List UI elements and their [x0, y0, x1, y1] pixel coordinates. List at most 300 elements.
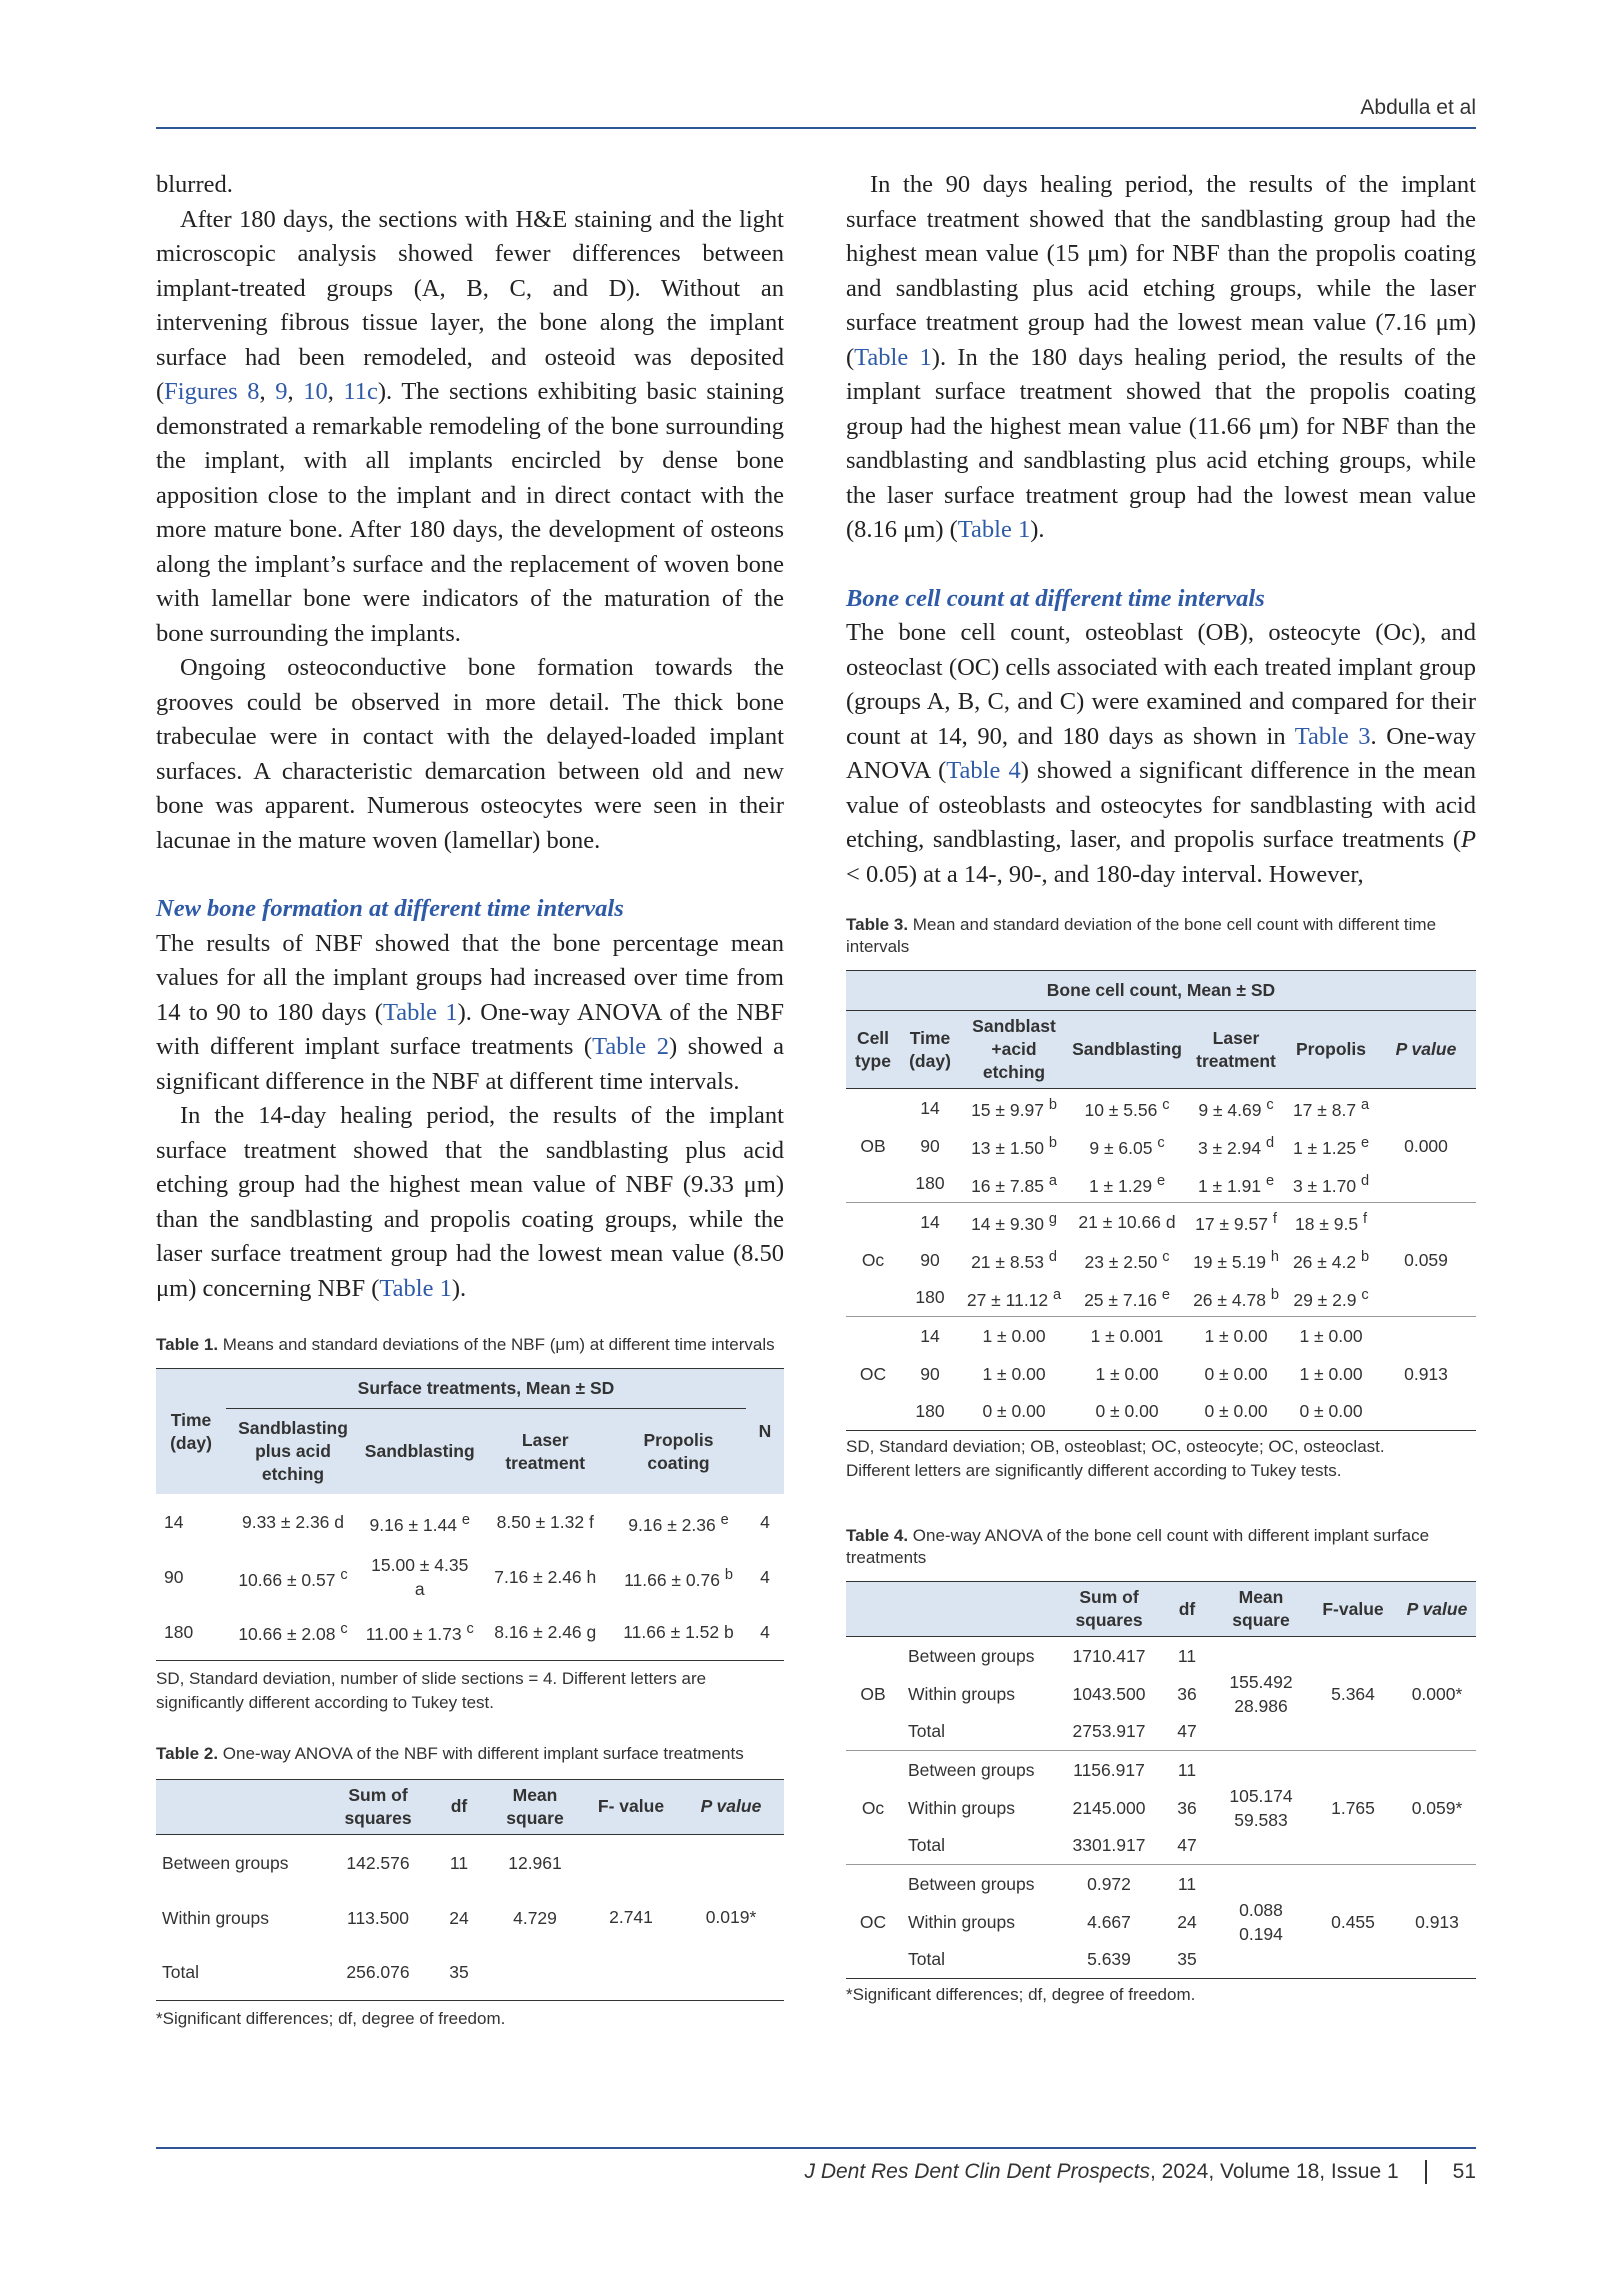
- table-cell: 9.33 ± 2.36 d: [241, 1512, 345, 1532]
- journal-name: J Dent Res Dent Clin Dent Prospects: [804, 2160, 1150, 2183]
- section-heading: Bone cell count at different time intervals: [846, 584, 1265, 612]
- cell-value: 11.66 ± 0.76: [624, 1569, 720, 1590]
- superscript: b: [724, 1566, 733, 1583]
- cell-value: 14 ± 9.30: [971, 1214, 1044, 1235]
- table-cell: 0.913: [1404, 1363, 1448, 1384]
- mean-square-value: 0.088: [1239, 1899, 1283, 1920]
- superscript: e: [1360, 1135, 1370, 1152]
- table-cell: [1186, 1393, 1286, 1431]
- table-cell: 0.000: [1404, 1135, 1448, 1156]
- text: In the 90 days healing period, the results of the implant surface treatment showed that the sandblasting group had the highest mean value (15 μm) for NBF than the propolis coating and sandblasting plus acid etching groups, while the laser surface treatment group had the lowest mean value (7.16 μm) (: [846, 171, 1476, 371]
- cell-value: 18 ± 9.5: [1294, 1214, 1359, 1235]
- table-cell: Between groups: [908, 1759, 1035, 1780]
- superscript: d: [1360, 1172, 1370, 1189]
- table-cell: 180: [164, 1621, 194, 1642]
- table-link[interactable]: Table 3: [1294, 722, 1371, 750]
- table-cell: 15.00 ± 4.35 a: [371, 1555, 469, 1599]
- cell-value: 11.00 ± 1.73: [365, 1624, 462, 1645]
- table-cell: [1186, 1317, 1286, 1355]
- table-cell: 4: [760, 1621, 770, 1642]
- table-cell: 14: [920, 1097, 940, 1118]
- table-cell: Between groups: [908, 1873, 1035, 1894]
- table-cell: [1068, 1355, 1186, 1393]
- superscript: f: [1272, 1211, 1277, 1228]
- table-cell: 14: [920, 1211, 940, 1232]
- table-cell: 35: [1177, 1949, 1197, 1970]
- table-cell: [1286, 1279, 1376, 1317]
- superscript: e: [1161, 1286, 1170, 1303]
- text: The bone cell count, osteoblast (OB), osteocyte (Oc), and osteoclast (OC) cells associated with each treated implant group (groups A, B, C, and C) were examined and compared for their count at 14, 90, and 180 days as shown in: [846, 619, 1476, 750]
- table-cell: 0.059*: [1411, 1797, 1463, 1818]
- table-cell: 47: [1177, 1721, 1197, 1742]
- caption-label: Table 4.: [846, 1526, 909, 1545]
- table-cell: 4.667: [1087, 1911, 1131, 1932]
- cell-value: 25 ± 7.16: [1084, 1289, 1157, 1310]
- table-header: Sum of squares: [324, 1779, 432, 1834]
- cell-value: 27 ± 11.12: [966, 1289, 1049, 1310]
- table-header: Sandblasting: [1068, 1011, 1186, 1089]
- superscript: a: [1360, 1097, 1370, 1114]
- table-row: [846, 1751, 1476, 1789]
- table-cell: Oc: [861, 1249, 885, 1270]
- table-link[interactable]: Table 1: [382, 998, 458, 1026]
- table-cell: 8.50 ± 1.32 f: [496, 1512, 594, 1532]
- cell-value: 0 ± 0.00: [982, 1401, 1046, 1422]
- superscript: a: [1053, 1286, 1062, 1303]
- table-cell: Total: [908, 1721, 945, 1742]
- cell-value: 1 ± 1.29: [1088, 1175, 1153, 1196]
- table-cell: 24: [449, 1908, 469, 1928]
- table-cell: 0.913: [1415, 1911, 1459, 1932]
- table-cell: 0.455: [1331, 1911, 1375, 1932]
- text: ). The sections exhibiting basic staining demonstrated a remarkable remodeling of the bone surrounding the implant, with all implants encircled by dense bone apposition close to the implant and in direct contact with the more mature bone. After 180 days, the development of osteons along the implant’s surface and the replacement of woven bone with lamellar bone were indicators of the maturation of the bone surrounding the implants.: [156, 378, 784, 647]
- table4-footnote: *Significant differences; df, degree of freedom.: [846, 1985, 1196, 2004]
- table-header: Propolis coating: [611, 1409, 746, 1495]
- table-cell: [960, 1203, 1068, 1241]
- table-cell: 35: [449, 1961, 469, 1982]
- table-cell: OC: [859, 1911, 887, 1932]
- caption-text: One-way ANOVA of the bone cell count with different implant surface treatments: [846, 1526, 1430, 1567]
- table-cell: [960, 1393, 1068, 1431]
- table-cell: [1286, 1355, 1376, 1393]
- superscript: b: [1270, 1286, 1279, 1303]
- table1-caption: [156, 1334, 784, 1356]
- table-cell: [1186, 1127, 1286, 1165]
- table-cell: [1068, 1127, 1186, 1165]
- table-cell: 11: [449, 1853, 469, 1874]
- table-cell: Between groups: [908, 1645, 1035, 1666]
- table-cell: 12.961: [508, 1853, 562, 1874]
- text: ). In the 180 days healing period, the results of the implant surface treatment showed that the propolis coating group had the highest mean value (11.66 μm) for NBF than the sandblasting and sandblasting plus acid etching groups, while the laser surface treatment group had the lowest mean value (8.16 μm) (: [846, 343, 1476, 543]
- table-cell: 0.972: [1087, 1873, 1131, 1894]
- cell-value: 29 ± 2.9: [1293, 1289, 1357, 1310]
- caption-text: Mean and standard deviation of the bone cell count with different time intervals: [846, 915, 1437, 956]
- superscript: e: [1156, 1172, 1166, 1189]
- paragraph: [846, 168, 1476, 548]
- table-cell: 1710.417: [1072, 1645, 1146, 1666]
- table2-footnote: *Significant differences; df, degree of freedom.: [156, 2008, 506, 2028]
- mean-square-value: 28.986: [1234, 1695, 1288, 1716]
- paragraph: [156, 1099, 784, 1306]
- table-link[interactable]: Table 1: [379, 1274, 452, 1302]
- table-cell: 90: [920, 1363, 940, 1384]
- table-cell: [1186, 1203, 1286, 1241]
- table-cell: 90: [920, 1135, 940, 1156]
- right-column: [846, 168, 1476, 2007]
- table-cell: 11: [1177, 1873, 1197, 1894]
- running-head: Abdulla et al: [1360, 96, 1476, 119]
- table-header: Propolis: [1286, 1011, 1376, 1089]
- text: ) showed a significant difference in the NBF at different time intervals.: [156, 1033, 785, 1095]
- cell-value: 15 ± 9.97: [971, 1100, 1044, 1121]
- table-header: Laser treatment: [479, 1409, 611, 1495]
- table1-footnote: SD, Standard deviation, number of slide sections = 4. Different letters are significantly different according to Tukey test.: [156, 1668, 707, 1712]
- table-header: [846, 1582, 900, 1637]
- table-link[interactable]: Table 1: [957, 516, 1031, 543]
- figure-link[interactable]: 9: [275, 378, 288, 405]
- cell-value: 1 ± 0.00: [1204, 1325, 1268, 1346]
- table-cell: [226, 1604, 360, 1660]
- table-cell: 0.019*: [705, 1907, 757, 1927]
- table-row: [156, 1604, 784, 1660]
- table-header: Sandblasting: [360, 1409, 479, 1495]
- table-cell: [486, 1944, 584, 2000]
- superscript: b: [1360, 1249, 1370, 1266]
- text: After 180 days, the sections with H&E staining and the light microscopic analysis showed fewer differences between implant-treated groups (A, B, C, and D). Without an intervening fibrous tissue layer, the bone along the implant surface had been remodeled, and osteoid was deposited (: [156, 205, 784, 405]
- table-cell: 180: [915, 1287, 945, 1308]
- text: ).: [1030, 516, 1045, 543]
- table-cell: Total: [908, 1835, 945, 1856]
- table-row: [846, 1317, 1476, 1355]
- caption-label: Table 2.: [156, 1743, 219, 1763]
- caption-text: One-way ANOVA of the NBF with different implant surface treatments: [222, 1743, 744, 1763]
- table-cell: [1286, 1393, 1376, 1431]
- caption-label: Table 1.: [156, 1335, 219, 1354]
- table-cell: 36: [1177, 1797, 1197, 1818]
- superscript: b: [1048, 1097, 1057, 1114]
- table-group-header: Surface treatments, Mean ± SD: [226, 1369, 746, 1409]
- table-header: Sandblast +acid etching: [960, 1011, 1068, 1089]
- table-cell: [1186, 1089, 1286, 1127]
- table-cell: 2145.000: [1072, 1797, 1146, 1818]
- superscript: g: [1048, 1211, 1057, 1228]
- table-cell: Oc: [861, 1797, 885, 1818]
- p-symbol: P: [1461, 826, 1476, 853]
- cell-value: 3 ± 1.70: [1292, 1175, 1357, 1196]
- table-header: [900, 1582, 1058, 1637]
- table-row: [156, 1550, 784, 1604]
- table-cell: 113.500: [347, 1908, 409, 1928]
- table-header: Cell type: [846, 1011, 900, 1089]
- table-cell: 256.076: [346, 1961, 410, 1982]
- table-header: [156, 1779, 324, 1834]
- table-cell: [960, 1089, 1068, 1127]
- paragraph: [156, 927, 784, 1100]
- table-cell: [1068, 1203, 1186, 1241]
- superscript: c: [1157, 1135, 1165, 1152]
- superscript: h: [1270, 1249, 1279, 1266]
- table-cell: 2.741: [609, 1907, 653, 1927]
- table-header: P value: [1376, 1011, 1476, 1089]
- table-cell: Within groups: [908, 1683, 1015, 1704]
- table-header: P value: [678, 1779, 784, 1834]
- table1: [156, 1368, 784, 1661]
- table-header: df: [432, 1779, 486, 1834]
- table3-footnote: Different letters are significantly different according to Tukey tests.: [846, 1461, 1342, 1480]
- table-header: F-value: [1308, 1582, 1398, 1637]
- cell-value: 1 ± 1.25: [1292, 1137, 1357, 1158]
- table-cell: 5.639: [1087, 1949, 1131, 1970]
- cell-value: 1 ± 0.00: [1299, 1325, 1363, 1346]
- table-cell: 8.16 ± 2.46 g: [494, 1621, 597, 1642]
- table-header: Laser treatment: [1186, 1011, 1286, 1089]
- cell-value: 0 ± 0.00: [1204, 1401, 1268, 1422]
- superscript: e: [720, 1511, 729, 1528]
- table-cell: 1156.917: [1073, 1759, 1145, 1780]
- page-number: 51: [1452, 2160, 1476, 2183]
- table-header: Mean square: [486, 1779, 584, 1834]
- table-cell: OB: [860, 1135, 886, 1156]
- table-header: F- value: [584, 1779, 678, 1834]
- table-cell: OB: [860, 1683, 886, 1704]
- table-row: [156, 1834, 784, 1892]
- cell-value: 10 ± 5.56: [1084, 1100, 1158, 1121]
- superscript: c: [1361, 1286, 1369, 1303]
- table-cell: [960, 1165, 1068, 1203]
- table-cell: [1068, 1393, 1186, 1431]
- superscript: c: [1266, 1097, 1274, 1114]
- superscript: e: [1265, 1172, 1275, 1189]
- table-cell: 1.765: [1331, 1797, 1375, 1818]
- cell-value: 0 ± 0.00: [1204, 1363, 1268, 1384]
- table-cell: [1286, 1127, 1376, 1165]
- table-cell: [1286, 1317, 1376, 1355]
- table-cell: [611, 1494, 746, 1550]
- table3-caption: [846, 914, 1476, 958]
- table-cell: 4.729: [513, 1908, 557, 1928]
- table-header: N: [746, 1369, 784, 1495]
- table-cell: 1043.500: [1072, 1683, 1146, 1704]
- cell-value: 21 ± 8.53: [971, 1251, 1044, 1272]
- mean-square-value: 105.174: [1229, 1785, 1293, 1806]
- cell-value: 3 ± 2.94: [1197, 1137, 1262, 1158]
- table-cell: [1286, 1203, 1376, 1241]
- table-cell: [960, 1279, 1068, 1317]
- table-cell: 36: [1177, 1683, 1197, 1704]
- paragraph: [846, 616, 1476, 892]
- cell-value: 1 ± 0.00: [1095, 1363, 1159, 1384]
- section-heading: New bone formation at different time intervals: [156, 895, 624, 922]
- table-cell: [1214, 1637, 1308, 1751]
- mean-square-value: 59.583: [1234, 1809, 1288, 1830]
- table-cell: OC: [859, 1363, 887, 1384]
- table-cell: Within groups: [908, 1911, 1015, 1932]
- cell-value: 9.16 ± 2.36: [628, 1514, 716, 1535]
- superscript: d: [1265, 1135, 1275, 1152]
- table-cell: 180: [915, 1401, 945, 1422]
- paragraph: blurred.: [156, 171, 233, 198]
- table-cell: 180: [915, 1173, 945, 1194]
- table-row: [846, 1203, 1476, 1241]
- journal-info: , 2024, Volume 18, Issue 1: [1149, 2160, 1399, 2183]
- table3-footnote: SD, Standard deviation; OB, osteoblast; OC, osteocyte; OC, osteoclast.: [846, 1437, 1385, 1456]
- cell-value: 16 ± 7.85: [971, 1175, 1044, 1196]
- table-cell: [1286, 1241, 1376, 1279]
- table-cell: [1214, 1751, 1308, 1865]
- text: . One-way ANOVA (: [846, 722, 1476, 784]
- cell-value: 1 ± 0.00: [982, 1325, 1046, 1346]
- table-cell: [960, 1355, 1068, 1393]
- superscript: c: [340, 1621, 348, 1638]
- page-footer: [804, 2160, 1476, 2184]
- table-cell: [226, 1550, 360, 1604]
- cell-value: 9 ± 4.69: [1198, 1100, 1262, 1121]
- table-cell: 14: [164, 1512, 184, 1532]
- table-cell: 4: [760, 1567, 770, 1587]
- table-cell: [1068, 1165, 1186, 1203]
- table-cell: Total: [908, 1949, 945, 1970]
- text: ). One-way ANOVA of the NBF with different implant surface treatments (: [156, 998, 784, 1060]
- table-header: P value: [1398, 1582, 1476, 1637]
- table-row: [846, 1089, 1476, 1127]
- table-header: Time (day): [156, 1369, 226, 1495]
- table-cell: [1286, 1165, 1376, 1203]
- cell-value: 1 ± 0.00: [982, 1363, 1046, 1384]
- superscript: e: [461, 1511, 470, 1528]
- table-cell: [960, 1127, 1068, 1165]
- table-cell: [360, 1604, 479, 1660]
- table-cell: Between groups: [162, 1853, 289, 1874]
- table-cell: [1186, 1241, 1286, 1279]
- table-cell: Within groups: [908, 1797, 1015, 1818]
- table-cell: 142.576: [346, 1853, 410, 1874]
- text: ) showed a significant difference in the mean value of osteoblasts and osteocytes for sandblasting with acid etching, sandblasting, laser, and propolis surface treatments (: [846, 757, 1477, 853]
- table-row: [846, 1865, 1476, 1903]
- cell-value: 9.16 ± 1.44: [369, 1514, 457, 1535]
- table-cell: [1068, 1317, 1186, 1355]
- table-cell: 4: [760, 1512, 770, 1532]
- table-link[interactable]: Table 2: [592, 1033, 669, 1060]
- table-cell: [960, 1317, 1068, 1355]
- paragraph: After 180 days, the sections with H&E staining and the light microscopic analysis showed fewer differences between implant-treated groups (A, B, C, and D). Without an intervening fibrous tissue layer, the bone along the implant surface had been remodeled, and osteoid was deposited (Figures 8, 9, 10, 11c). The sections exhibiting basic staining demonstrated a remarkable remodeling of the bone surrounding the implant, with all implants encircled by dense bone apposition close to the implant and in direct contact with the more mature bone. After 180 days, the development of osteons along the implant’s surface and the replacement of woven bone with lamellar bone were indicators of the maturation of the bone surrounding the implants.: [156, 205, 784, 647]
- table-cell: [1068, 1241, 1186, 1279]
- figure-link[interactable]: 10: [303, 378, 328, 405]
- table-cell: [1186, 1355, 1286, 1393]
- table-cell: 5.364: [1331, 1683, 1375, 1704]
- table-cell: 90: [920, 1249, 940, 1270]
- table-cell: 0.000*: [1411, 1683, 1463, 1704]
- superscript: c: [1162, 1097, 1170, 1114]
- table3: [846, 970, 1476, 1431]
- table-header: Time (day): [900, 1011, 960, 1089]
- cell-value: 9 ± 6.05: [1089, 1137, 1153, 1158]
- figure-link[interactable]: Figures 8: [164, 378, 260, 405]
- table-group-header: Bone cell count, Mean ± SD: [846, 971, 1476, 1011]
- table-cell: 3301.917: [1072, 1835, 1146, 1856]
- table-cell: [960, 1241, 1068, 1279]
- header-rule: [156, 127, 1476, 129]
- text: ).: [451, 1274, 467, 1302]
- table4: [846, 1581, 1476, 1979]
- table-cell: [1286, 1089, 1376, 1127]
- table4-caption: [846, 1525, 1476, 1569]
- table-link[interactable]: Table 1: [854, 343, 932, 371]
- table-cell: 24: [1177, 1911, 1197, 1932]
- cell-value: 19 ± 5.19: [1193, 1251, 1266, 1272]
- table-cell: Total: [162, 1961, 199, 1982]
- mean-square-value: 0.194: [1239, 1923, 1283, 1944]
- paragraph: Ongoing osteoconductive bone formation towards the grooves could be observed in more detail. The thick bone trabeculae were in contact with the delayed-loaded implant surfaces. A characteristic demarcation between old and new bone was apparent. Numerous osteocytes were seen in their lacunae in the mature woven (lamellar) bone.: [156, 654, 784, 854]
- table-cell: [1214, 1865, 1308, 1979]
- table2-caption: [156, 1743, 784, 1765]
- superscript: c: [340, 1566, 348, 1583]
- table-header: df: [1160, 1582, 1214, 1637]
- table-cell: [611, 1550, 746, 1604]
- table-header: Sandblasting plus acid etching: [226, 1409, 360, 1495]
- table-cell: [1186, 1279, 1286, 1317]
- cell-value: 13 ± 1.50: [971, 1137, 1044, 1158]
- text: The results of NBF showed that the bone percentage mean values for all the implant groups had increased over time from 14 to 90 to 180 days (: [156, 929, 784, 1026]
- table-cell: 90: [164, 1567, 184, 1587]
- text: < 0.05) at a 14-, 90-, and 180-day interval. However,: [846, 860, 1364, 888]
- table-link[interactable]: Table 4: [946, 757, 1021, 784]
- caption-label: Table 3.: [846, 915, 909, 934]
- superscript: c: [1162, 1249, 1170, 1266]
- cell-value: 17 ± 8.7: [1292, 1100, 1357, 1121]
- cell-value: 23 ± 2.50: [1084, 1251, 1158, 1272]
- cell-value: 1 ± 1.91: [1197, 1175, 1262, 1196]
- table-cell: 2753.917: [1072, 1721, 1146, 1742]
- table-row: [846, 1637, 1476, 1675]
- cell-value: 21 ± 10.66 d: [1078, 1211, 1176, 1232]
- cell-value: 1 ± 0.00: [1299, 1363, 1363, 1384]
- table-cell: 11: [1177, 1759, 1197, 1780]
- cell-value: 26 ± 4.2: [1292, 1251, 1357, 1272]
- table-cell: 11.66 ± 1.52 b: [623, 1621, 734, 1642]
- cell-value: 26 ± 4.78: [1193, 1289, 1266, 1310]
- cell-value: 0 ± 0.00: [1299, 1401, 1363, 1422]
- text: In the 14-day healing period, the results of the implant surface treatment showed that the sandblasting plus acid etching group had the highest mean value of NBF (9.33 μm) than the sandblasting and propolis coating groups, while the laser surface treatment group had the lowest mean value (8.50 μm) concerning NBF (: [156, 1102, 784, 1302]
- cell-value: 17 ± 9.57: [1195, 1214, 1268, 1235]
- left-column: [156, 168, 784, 2031]
- mean-square-value: 155.492: [1229, 1671, 1293, 1692]
- cell-value: 10.66 ± 0.57: [238, 1569, 336, 1590]
- table-cell: [1068, 1279, 1186, 1317]
- superscript: f: [1362, 1211, 1368, 1228]
- table2: [156, 1779, 784, 2001]
- cell-value: 0 ± 0.00: [1095, 1401, 1159, 1422]
- table-header: Mean square: [1214, 1582, 1308, 1637]
- superscript: b: [1048, 1135, 1057, 1152]
- cell-value: 10.66 ± 2.08: [238, 1624, 336, 1645]
- table-cell: 11: [1177, 1645, 1197, 1666]
- table-cell: [1186, 1165, 1286, 1203]
- caption-text: Means and standard deviations of the NBF (μm) at different time intervals: [222, 1335, 775, 1354]
- table-cell: Within groups: [162, 1908, 269, 1928]
- table-header: Sum of squares: [1058, 1582, 1160, 1637]
- figure-link[interactable]: 11c: [343, 378, 378, 405]
- footer-rule: [156, 2147, 1476, 2149]
- footer-separator: [1425, 2160, 1427, 2184]
- table-row: [156, 1494, 784, 1550]
- superscript: c: [466, 1621, 474, 1638]
- table-cell: 0.059: [1404, 1249, 1448, 1270]
- table-cell: 7.16 ± 2.46 h: [494, 1567, 597, 1587]
- cell-value: 1 ± 0.001: [1090, 1325, 1164, 1346]
- table-cell: [360, 1494, 479, 1550]
- superscript: a: [1048, 1172, 1057, 1189]
- superscript: d: [1048, 1249, 1057, 1266]
